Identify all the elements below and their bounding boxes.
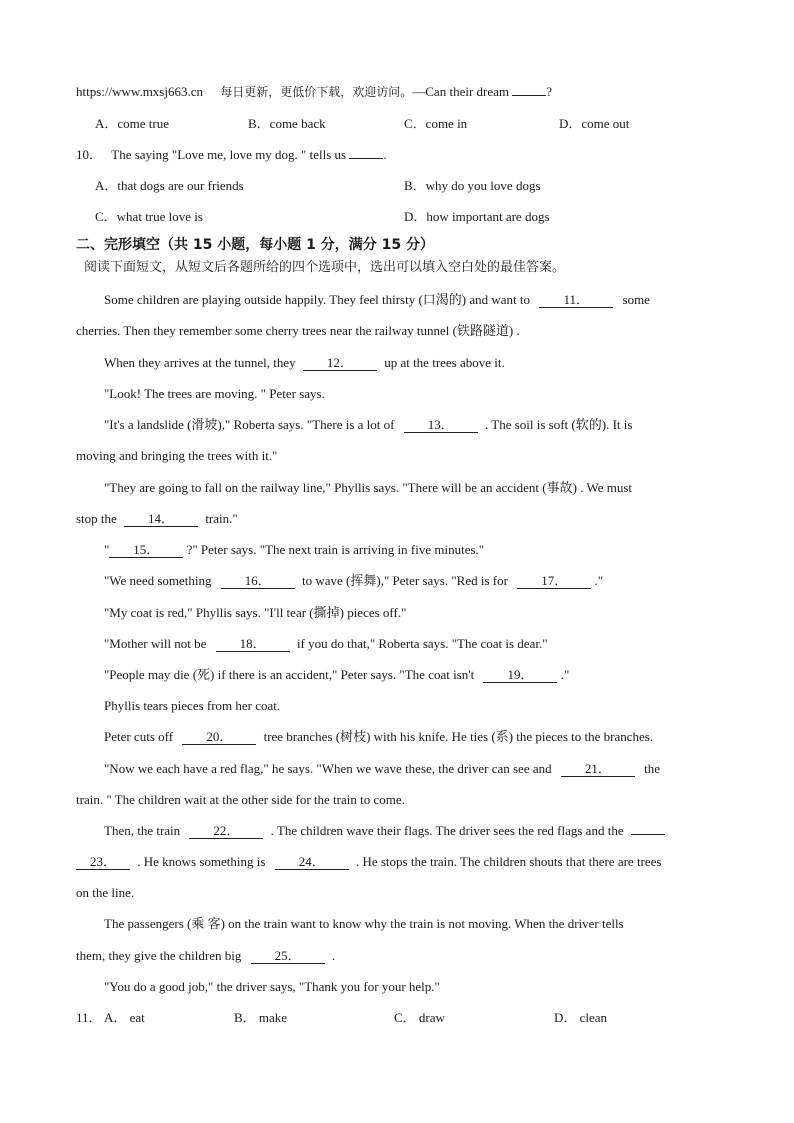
- blank-18: 18．: [216, 636, 290, 652]
- q9-option-a: A．come true: [95, 116, 170, 131]
- q10-option-b: B．why do you love dogs: [404, 178, 541, 193]
- blank-23-lead: [631, 834, 665, 835]
- q10-option-c: C．what true love is: [95, 209, 203, 224]
- section-instruction: 阅读下面短文，从短文后各题所给的四个选项中，选出可以填入空白处的最佳答案。: [84, 260, 566, 275]
- q11-option-a: A． eat: [104, 1010, 145, 1025]
- passage-line: stop the 14． train.": [76, 511, 238, 526]
- q9-blank: [512, 95, 546, 96]
- passage-line: "We need something 16． to wave (挥舞)," Peter says. "Red is for 17． .": [104, 573, 604, 588]
- passage-line: 23． . He knows something is 24． . He stops the train. The children shouts that there are trees: [76, 853, 661, 871]
- blank-17: 17．: [517, 573, 591, 589]
- q11-option-b: B． make: [234, 1010, 288, 1025]
- passage-line: cherries. Then they remember some cherry trees near the railway tunnel (铁路隧道) .: [76, 323, 520, 338]
- q10-question: 10． The saying "Love me, love my dog. " tells us .: [76, 147, 387, 162]
- passage-line: Peter cuts off 20． tree branches (树枝) with his knife. He ties (系) the pieces to the branches.: [104, 729, 654, 744]
- blank-23: 23．: [76, 854, 130, 870]
- passage-line: Some children are playing outside happily. They feel thirsty (口渴的) and want to 11． some: [104, 292, 650, 307]
- passage-line: Then, the train 22． . The children wave their flags. The driver sees the red flags and the: [104, 822, 665, 840]
- passage-line: "People may die (死) if there is an accident," Peter says. "The coat isn't 19． .": [104, 667, 570, 682]
- q10-option-a: A．that dogs are our friends: [95, 178, 244, 193]
- section-title: 二、完形填空（共 15 小题，每小题 1 分，满分 15 分）: [76, 237, 434, 253]
- q9-option-c: C．come in: [404, 116, 468, 131]
- passage-line: "You do a good job," the driver says, "Thank you for your help.": [104, 979, 440, 994]
- passage-line: "It's a landslide (滑坡)," Roberta says. "There is a lot of 13． . The soil is soft (软的). It is: [104, 417, 633, 432]
- passage-line: When they arrives at the tunnel, they 12． up at the trees above it.: [104, 355, 505, 370]
- blank-22: 22．: [189, 823, 263, 839]
- site-url: https://www.mxsj663.cn: [76, 84, 203, 99]
- q9-text: —Can their dream: [412, 84, 510, 99]
- passage-line: them, they give the children big 25． .: [76, 948, 336, 963]
- passage-line: "Now we each have a red flag," he says. "When we wave these, the driver can see and 21． the: [104, 761, 661, 776]
- q11-option-c: C． draw: [394, 1010, 445, 1025]
- blank-14: 14．: [124, 511, 198, 527]
- blank-25: 25．: [251, 948, 325, 964]
- passage-line: "My coat is red," Phyllis says. "I'll tear (撕掉) pieces off.": [104, 605, 407, 620]
- blank-16: 16．: [221, 573, 295, 589]
- passage-line: "Mother will not be 18． if you do that," Roberta says. "The coat is dear.": [104, 636, 548, 651]
- q11-option-d: D． clean: [554, 1010, 608, 1025]
- blank-15: 15．: [109, 542, 183, 558]
- q10-option-d: D．how important are dogs: [404, 209, 550, 224]
- blank-21: 21．: [561, 761, 635, 777]
- passage-line: " 15． ?" Peter says. "The next train is arriving in five minutes.": [104, 542, 485, 557]
- passage-line: train. " The children wait at the other side for the train to come.: [76, 792, 405, 807]
- header-line: https://www.mxsj663.cn 每日更新，更低价下载，欢迎访问。—Can their dream ?: [76, 84, 553, 99]
- site-notice: 每日更新，更低价下载，欢迎访问。: [220, 85, 413, 99]
- passage-line: on the line.: [76, 885, 135, 900]
- blank-12: 12．: [303, 355, 377, 371]
- blank-19: 19．: [483, 667, 557, 683]
- passage-line: "Look! The trees are moving. " Peter says.: [104, 386, 325, 401]
- q9-option-d: D．come out: [559, 116, 630, 131]
- q9-option-b: B．come back: [248, 116, 326, 131]
- passage-line: The passengers (乘 客) on the train want to know why the train is not moving. When the driver tells: [104, 916, 624, 931]
- blank-24: 24．: [275, 854, 349, 870]
- blank-11: 11．: [539, 292, 613, 308]
- passage-line: Phyllis tears pieces from her coat.: [104, 698, 281, 713]
- q10-blank: [349, 158, 383, 159]
- q11-number: 11．: [76, 1010, 102, 1025]
- blank-20: 20．: [182, 729, 256, 745]
- passage-line: moving and bringing the trees with it.": [76, 448, 278, 463]
- blank-13: 13．: [404, 417, 478, 433]
- passage-line: "They are going to fall on the railway line," Phyllis says. "There will be an accident (事故) . We must: [104, 480, 632, 495]
